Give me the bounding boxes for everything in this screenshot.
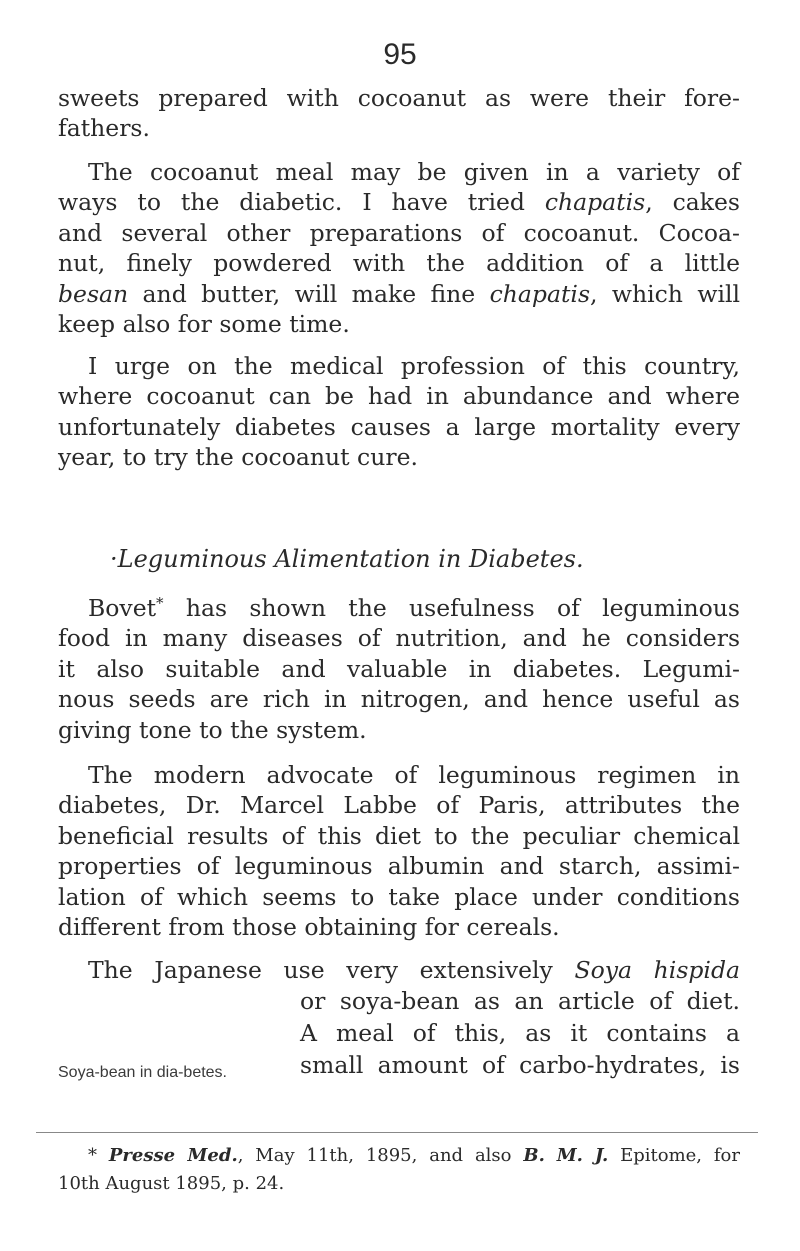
journal-abbrev: M.	[556, 1145, 583, 1166]
italic-term: chapatis	[544, 188, 646, 216]
text-run: , May 11th, 1895, and also	[237, 1145, 524, 1166]
margin-note: Soya-bean in dia-betes.	[58, 1064, 227, 1081]
italic-term: Soya hispida	[574, 956, 740, 984]
journal-title: Presse Med.	[108, 1145, 238, 1166]
section-heading: ·Leguminous Alimentation in Diabetes.	[110, 545, 584, 573]
body-line: I urge on the medical profession of this country,	[88, 352, 740, 380]
body-line: lation of which seems to take place under conditions	[58, 883, 740, 911]
body-line: giving tone to the system.	[58, 716, 367, 744]
body-line: The modern advocate of leguminous regimen in	[88, 761, 740, 789]
text-run: Epitome, for	[608, 1145, 740, 1166]
footnote-line	[88, 1142, 740, 1169]
body-line: sweets prepared with cocoanut as were their fore-	[58, 84, 740, 112]
footnote-rule	[36, 1132, 758, 1133]
body-line: diabetes, Dr. Marcel Labbe of Paris, attributes the	[58, 791, 740, 819]
body-line: beneficial results of this diet to the peculiar chemical	[58, 822, 740, 850]
text-run: and butter, will make fine	[128, 280, 490, 308]
body-line: and several other preparations of cocoanut. Cocoa-	[58, 219, 740, 247]
text-run: ways to the diabetic. I have tried	[58, 188, 545, 216]
body-line: or soya-bean as an article of diet.	[300, 987, 740, 1015]
body-line: nous seeds are rich in nitrogen, and hence useful as	[58, 685, 740, 713]
body-line	[58, 279, 740, 309]
text-run: has shown the usefulness of leguminous	[163, 594, 740, 622]
body-line: where cocoanut can be had in abundance and where	[58, 382, 740, 410]
footnote-line: 10th August 1895, p. 24.	[58, 1173, 285, 1194]
body-line	[88, 955, 740, 985]
body-line: small amount of carbo-hydrates, is	[300, 1051, 740, 1079]
body-line: A meal of this, as it contains a	[300, 1019, 740, 1047]
body-line: nut, finely powdered with the addition of a little	[58, 249, 740, 277]
footnote-marker: *	[88, 1145, 97, 1166]
body-line: fathers.	[58, 114, 150, 142]
body-line: different from those obtaining for cereals.	[58, 913, 560, 941]
italic-term: chapatis	[489, 280, 591, 308]
body-line	[88, 593, 740, 623]
body-line: properties of leguminous albumin and starch, assimi-	[58, 852, 740, 880]
footnote-marker: *	[156, 594, 164, 612]
journal-abbrev: J.	[594, 1145, 609, 1166]
text-run: , which will	[590, 280, 740, 308]
text-run: , cakes	[645, 188, 740, 216]
text-run: The Japanese use very extensively	[88, 956, 575, 984]
body-line: it also suitable and valuable in diabetes. Legumi-	[58, 655, 740, 683]
body-line: year, to try the cocoanut cure.	[58, 443, 418, 471]
text-run: Bovet	[88, 594, 157, 622]
journal-abbrev: B.	[523, 1145, 545, 1166]
page-number: 95	[383, 38, 417, 71]
body-line	[58, 187, 740, 217]
italic-term: besan	[58, 280, 129, 308]
body-line: keep also for some time.	[58, 310, 350, 338]
body-line: The cocoanut meal may be given in a variety of	[88, 158, 740, 186]
body-line: food in many diseases of nutrition, and he considers	[58, 624, 740, 652]
body-line: unfortunately diabetes causes a large mortality every	[58, 413, 740, 441]
